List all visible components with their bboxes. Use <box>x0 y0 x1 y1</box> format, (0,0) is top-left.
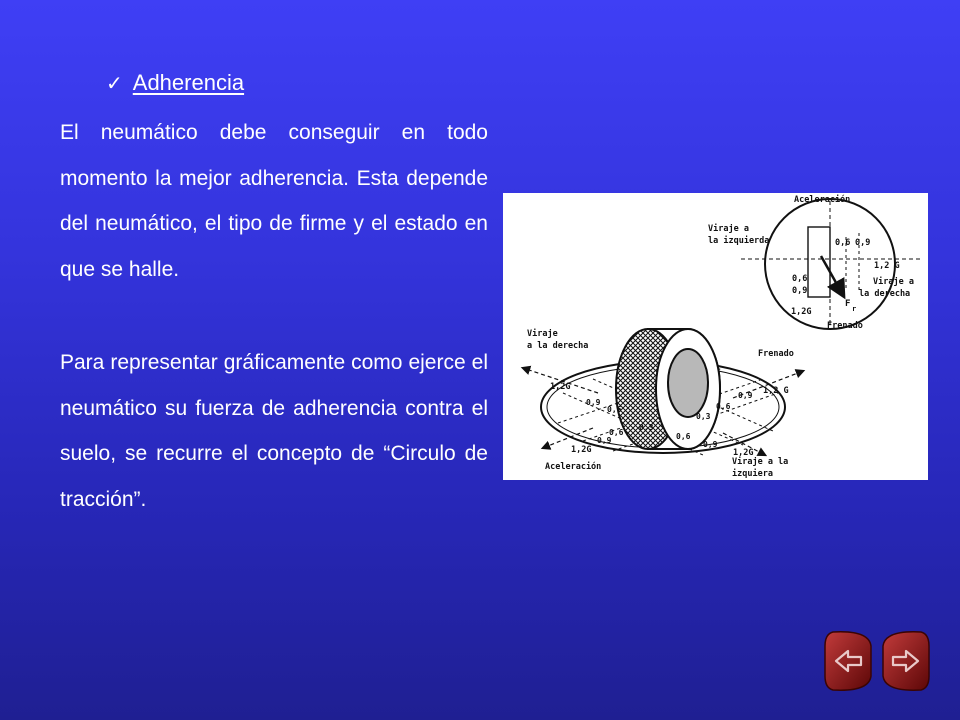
paragraph-adherencia: El neumático debe conseguir en todo momento la mejor adherencia. Esta depende del neumático, el tipo de firme y el estado en que se halle. <box>60 121 488 281</box>
label-09-d: 0,9 <box>703 440 718 449</box>
label-viraje-izq-tire-2: izquiera <box>732 469 773 479</box>
label-09-c: 0,9 <box>738 391 753 400</box>
label-viraje-izq-tire-1: Viraje a la <box>732 457 789 467</box>
label-09-left: 0,9 <box>792 286 808 296</box>
label-viraje-der-2: la derecha <box>859 289 911 299</box>
label-12g-bottom-left: 1,2G <box>571 445 592 455</box>
label-06-a: 0,6 <box>607 405 622 414</box>
label-03-b: 0,3 <box>696 412 711 421</box>
paragraph-circulo-traccion: Para representar gráficamente como ejerce el neumático su fuerza de adherencia contra el suelo, se recurre el concepto de “Circulo de tracción”. <box>60 351 488 511</box>
label-fr-f: F <box>845 299 851 309</box>
force-vector <box>821 256 843 295</box>
label-06-c: 0,6 <box>716 402 731 411</box>
tire-hub <box>668 349 708 417</box>
label-viraje-der-1: Viraje a <box>873 277 914 287</box>
label-06-b: 0,6 <box>609 428 624 437</box>
next-slide-button[interactable] <box>881 630 931 692</box>
label-12g-right: 1,2 G <box>874 261 900 271</box>
tire-footprint <box>808 227 830 297</box>
label-viraje-izq-2: la izquierda <box>708 236 770 246</box>
label-viraje-der-tire-2: a la derecha <box>527 341 589 351</box>
checkmark-icon: ✓ <box>106 71 123 95</box>
arrow-left-icon <box>823 630 873 692</box>
label-aceleracion-tire: Aceleración <box>545 462 602 472</box>
label-06-top: 0,6 <box>835 238 851 248</box>
label-12g-left: 1,2G <box>550 382 571 392</box>
label-fr-r: r <box>852 305 857 313</box>
diagram-svg <box>503 193 928 480</box>
label-06-left: 0,6 <box>792 274 808 284</box>
label-frenado-tire: Frenado <box>758 349 794 359</box>
label-12g-bottom-right: 1,2G <box>733 448 754 458</box>
label-frenado-top: Frenado <box>827 321 863 331</box>
traction-circle-diagram <box>503 193 928 480</box>
label-09-b: 0,9 <box>597 436 612 445</box>
tire-ground-diagram <box>523 328 803 479</box>
label-09-a: 0,9 <box>586 398 601 407</box>
top-traction-circle <box>708 194 923 331</box>
section-heading <box>106 70 244 96</box>
label-09-top: 0,9 <box>855 238 871 248</box>
label-aceleracion-top: Aceleración <box>794 195 851 205</box>
label-viraje-der-tire-1: Viraje <box>527 329 558 339</box>
label-viraje-izq-1: Viraje a <box>708 224 749 234</box>
label-03-a: 0,3 <box>639 423 654 432</box>
label-12g-bottom: 1,2G <box>791 307 812 317</box>
arrow-right-icon <box>881 630 931 692</box>
label-06-d: 0,6 <box>676 432 691 441</box>
heading-text: Adherencia <box>132 70 245 95</box>
previous-slide-button[interactable] <box>823 630 873 692</box>
label-12g-right: 1,2 G <box>763 386 789 396</box>
